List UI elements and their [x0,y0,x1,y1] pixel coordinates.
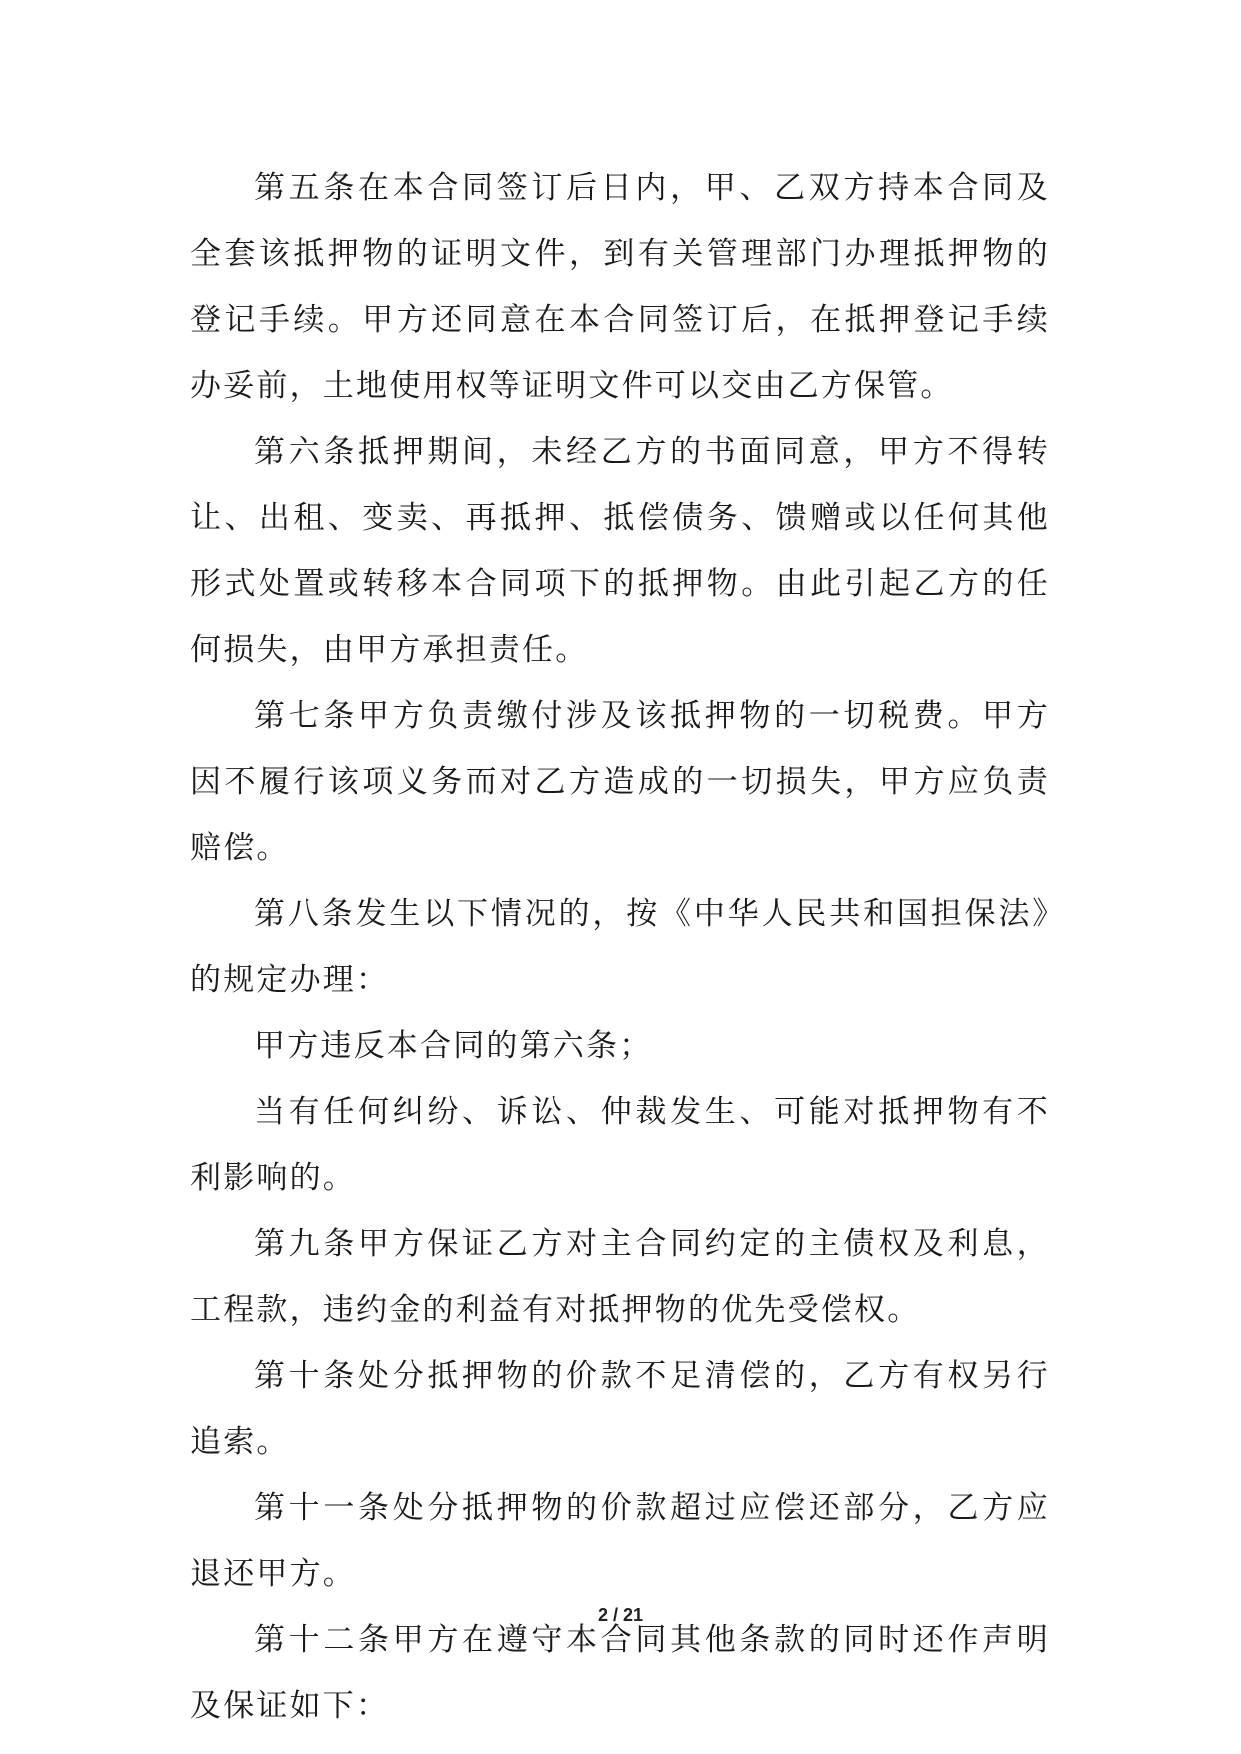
paragraph-article-11: 第十一条处分抵押物的价款超过应偿还部分，乙方应退还甲方。 [190,1490,1050,1592]
paragraph-article-10: 第十条处分抵押物的价款不足清偿的，乙方有权另行追索。 [190,1358,1050,1460]
paragraph-article-6: 第六条抵押期间，未经乙方的书面同意，甲方不得转让、出租、变卖、再抵押、抵偿债务、馈赠或以任何其他形式处置或转移本合同项下的抵押物。由此引起乙方的任何损失，由甲方承担责任。 [190,434,1050,668]
paragraph-article-7: 第七条甲方负责缴付涉及该抵押物的一切税费。甲方因不履行该项义务而对乙方造成的一切损失，甲方应负责赔偿。 [190,698,1050,866]
paragraph-article-12: 第十二条甲方在遵守本合同其他条款的同时还作声明及保证如下： [190,1622,1050,1724]
paragraph-article-8: 第八条发生以下情况的，按《中华人民共和国担保法》的规定办理： [190,896,1050,998]
paragraph-article-8-item-1: 甲方违反本合同的第六条； [254,1028,653,1064]
paragraph-article-5: 第五条在本合同签订后日内，甲、乙双方持本合同及全套该抵押物的证明文件，到有关管理部门办理抵押物的登记手续。甲方还同意在本合同签订后，在抵押登记手续办妥前，土地使用权等证明文件可以交由乙方保管。 [190,170,1050,404]
page-number: 2 / 21 [597,1605,644,1625]
paragraph-article-9: 第九条甲方保证乙方对主合同约定的主债权及利息，工程款，违约金的利益有对抵押物的优先受偿权。 [190,1226,1050,1328]
paragraph-article-8-item-2: 当有任何纠纷、诉讼、仲裁发生、可能对抵押物有不利影响的。 [190,1094,1050,1196]
document-body [190,155,1050,1739]
